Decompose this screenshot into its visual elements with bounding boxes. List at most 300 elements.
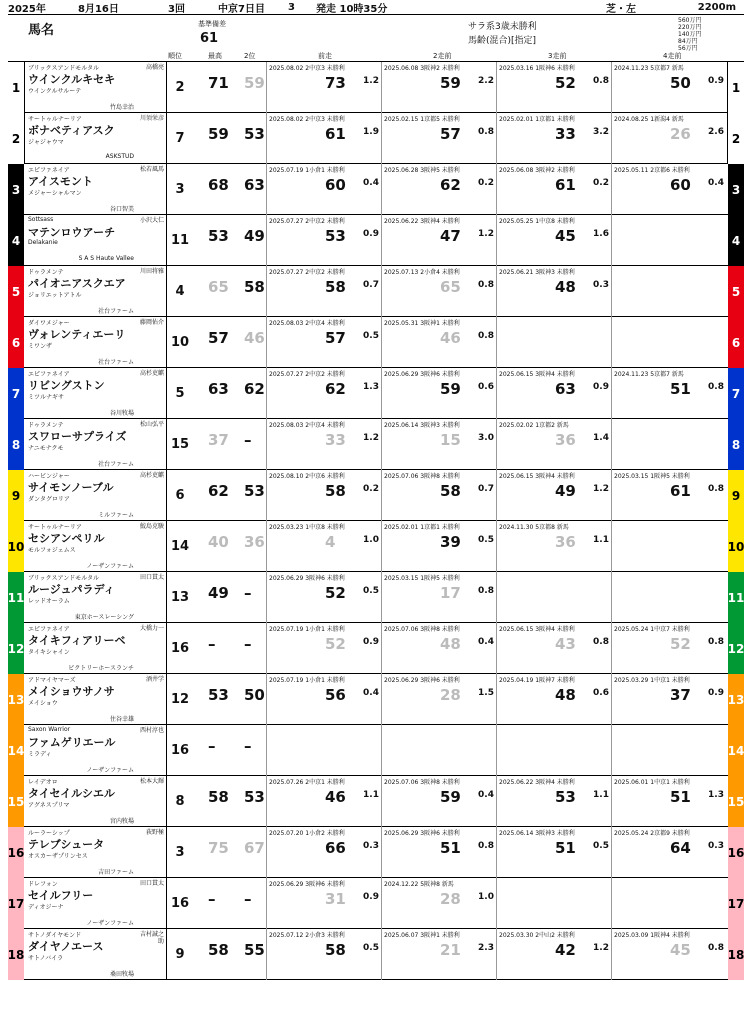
run-date: 2025.02.01 1京都1 未勝利 [499, 116, 575, 123]
run-rating: 48 [555, 686, 576, 704]
kai: 3回 [168, 3, 185, 15]
run-rating: 59 [440, 74, 461, 92]
past-run[interactable] [611, 62, 726, 113]
run-margin: 2.6 [708, 127, 724, 137]
run-date: 2025.06.15 3阪神4 未勝利 [499, 371, 575, 378]
horse-name[interactable]: ダイヤノエース [28, 940, 104, 953]
post-number-right: 10 [728, 521, 744, 572]
jockey-name: 高杉吏麒 [139, 472, 164, 479]
past-run[interactable] [381, 572, 496, 623]
sire-name: エピファネイア [28, 371, 70, 378]
past-run[interactable] [496, 368, 611, 419]
past-run-empty [611, 878, 726, 929]
run-rating: 57 [440, 125, 461, 143]
past-run[interactable] [381, 419, 496, 470]
run-margin: 1.2 [593, 943, 609, 953]
run-date: 2025.07.27 2中京2 未勝利 [269, 269, 345, 276]
dam-name: メイショウ [28, 700, 58, 707]
past-run[interactable] [266, 266, 381, 317]
col-prev: 前走 [318, 52, 332, 60]
past-run[interactable] [266, 521, 381, 572]
horse-row[interactable] [8, 776, 744, 827]
run-rating: 51 [670, 380, 691, 398]
run-margin: 0.5 [478, 535, 494, 545]
run-date: 2025.07.13 2小倉4 未勝利 [384, 269, 460, 276]
run-margin: 0.9 [363, 892, 379, 902]
past-run[interactable] [266, 215, 381, 266]
run-date: 2025.07.19 1小倉1 未勝利 [269, 677, 345, 684]
owner-name: 住谷幸雄 [109, 716, 134, 723]
past-run[interactable] [611, 623, 726, 674]
run-date: 2025.06.21 3阪神3 未勝利 [499, 269, 575, 276]
past-run[interactable] [381, 521, 496, 572]
past-run[interactable] [381, 113, 496, 164]
run-margin: 0.4 [363, 688, 379, 698]
run-date: 2025.05.24 1中京7 未勝利 [614, 626, 690, 633]
sire-name: ブリックスアンドモルタル [28, 575, 99, 582]
past-run[interactable] [381, 827, 496, 878]
horse-name[interactable]: セシアンペリル [28, 532, 105, 545]
horse-row[interactable] [8, 470, 744, 521]
dam-name: ダンタグロリア [28, 496, 70, 503]
run-rating: 39 [440, 533, 461, 551]
horse-name[interactable]: ヴォレンティエーリ [28, 328, 126, 341]
run-rating: 52 [325, 584, 346, 602]
past-runs [266, 419, 726, 470]
past-run[interactable] [266, 572, 381, 623]
prize-item: 140万円 [678, 31, 702, 38]
owner-name: ノーザンファーム [86, 920, 134, 927]
prize-list [678, 17, 701, 52]
past-run[interactable] [266, 113, 381, 164]
post-number-right: 13 [728, 674, 744, 725]
past-run[interactable] [266, 827, 381, 878]
run-rating: 37 [670, 686, 691, 704]
run-rating: 17 [440, 584, 461, 602]
run-margin: 1.1 [593, 790, 609, 800]
past-run[interactable] [611, 776, 726, 827]
run-rating: 51 [440, 839, 461, 857]
past-runs [266, 164, 726, 215]
past-runs [266, 470, 726, 521]
past-run[interactable] [496, 164, 611, 215]
rank-value: 4 [175, 284, 185, 299]
run-rating: 66 [325, 839, 346, 857]
second-rating: 59 [244, 74, 265, 92]
past-run[interactable] [266, 776, 381, 827]
post-number-right: 3 [728, 164, 744, 215]
past-run[interactable] [611, 164, 726, 215]
run-rating: 21 [440, 941, 461, 959]
past-run[interactable] [266, 674, 381, 725]
run-margin: 0.5 [363, 586, 379, 596]
second-rating: 53 [244, 788, 265, 806]
horse-name[interactable]: マテンロウアーチ [28, 226, 116, 239]
rank-value: 9 [175, 947, 185, 962]
run-date: 2025.08.02 2中京3 未勝利 [269, 65, 345, 72]
run-margin: 0.2 [593, 178, 609, 188]
run-date: 2024.11.30 5京都8 新馬 [499, 524, 569, 531]
horse-info [26, 266, 167, 317]
run-margin: 0.4 [363, 178, 379, 188]
run-margin: 1.0 [478, 892, 494, 902]
run-rating: 45 [670, 941, 691, 959]
past-run[interactable] [496, 215, 611, 266]
run-rating: 48 [555, 278, 576, 296]
run-date: 2025.06.29 3阪神6 未勝利 [384, 830, 460, 837]
past-run[interactable] [611, 470, 726, 521]
run-rating: 53 [555, 788, 576, 806]
horse-row[interactable] [8, 419, 744, 470]
owner-name: 社台ファーム [98, 359, 134, 366]
run-rating: 59 [440, 380, 461, 398]
horse-name[interactable]: ファムゲリエール [28, 736, 116, 749]
best-rating: 71 [208, 74, 229, 92]
past-run[interactable] [496, 266, 611, 317]
horse-row[interactable] [8, 827, 744, 878]
past-runs [266, 878, 726, 929]
jockey-name: 田口貫太 [139, 574, 164, 581]
past-run[interactable] [381, 368, 496, 419]
past-runs [266, 776, 726, 827]
past-run[interactable] [266, 317, 381, 368]
past-run[interactable] [266, 878, 381, 929]
post-number-right: 6 [728, 317, 744, 368]
run-rating: 58 [325, 482, 346, 500]
owner-name: 竹島幸治 [109, 104, 134, 111]
past-run[interactable] [266, 62, 381, 113]
horse-row[interactable] [8, 317, 744, 368]
best-rating: 40 [208, 533, 229, 551]
owner-name: 東京ホースレーシング [74, 614, 134, 621]
race-sheet [8, 0, 744, 980]
run-margin: 0.7 [363, 280, 379, 290]
past-run[interactable] [611, 113, 726, 164]
run-rating: 62 [325, 380, 346, 398]
rank-value: 6 [175, 488, 185, 503]
post-number: 6 [8, 317, 24, 368]
past-run[interactable] [266, 470, 381, 521]
past-run[interactable] [381, 317, 496, 368]
post-number: 10 [8, 521, 24, 572]
run-date: 2025.06.29 3阪神6 未勝利 [269, 575, 345, 582]
dam-name: ナニモナクモ [28, 445, 64, 452]
past-run[interactable] [496, 929, 611, 980]
post-number: 15 [8, 776, 24, 827]
second-rating: 50 [244, 686, 265, 704]
horse-row[interactable] [8, 266, 744, 317]
past-run[interactable] [496, 113, 611, 164]
past-run[interactable] [496, 776, 611, 827]
past-run-empty [496, 572, 611, 623]
post-number-right: 17 [728, 878, 744, 929]
past-run[interactable] [381, 776, 496, 827]
col-name: 馬名 [28, 23, 55, 38]
jockey-name: 川田将雅 [139, 268, 164, 275]
jockey-name: 田口貫太 [139, 880, 164, 887]
col-prev4: 4走前 [663, 52, 682, 60]
owner-name: ビクトリーホースランチ [68, 665, 134, 672]
horse-name[interactable]: セイルフリー [28, 889, 94, 902]
horse-row[interactable] [8, 521, 744, 572]
run-date: 2025.03.16 1阪神6 未勝利 [499, 65, 575, 72]
prize-item: 56万円 [678, 45, 698, 52]
race-header [8, 0, 744, 15]
past-run[interactable] [496, 470, 611, 521]
horse-name[interactable]: リビングストン [28, 379, 105, 392]
sire-name: Sottsass [28, 216, 54, 223]
past-run[interactable] [266, 164, 381, 215]
run-date: 2025.06.01 1中京1 未勝利 [614, 779, 690, 786]
horse-name[interactable]: スワローサプライズ [28, 430, 127, 443]
run-rating: 33 [555, 125, 576, 143]
past-run[interactable] [496, 62, 611, 113]
run-margin: 0.8 [593, 637, 609, 647]
horse-info [26, 215, 167, 266]
owner-name: 谷川牧場 [109, 410, 134, 417]
second-rating: 67 [244, 839, 265, 857]
run-rating: 50 [670, 74, 691, 92]
best-rating: – [208, 635, 216, 653]
dam-name: ミツルナギサ [28, 394, 65, 401]
rank-value: 14 [170, 539, 190, 554]
past-run[interactable] [611, 674, 726, 725]
rank-value: 10 [170, 335, 190, 350]
second-rating: – [244, 635, 252, 653]
run-rating: 65 [440, 278, 461, 296]
past-run[interactable] [496, 521, 611, 572]
run-margin: 3.2 [593, 127, 609, 137]
run-margin: 1.2 [363, 433, 379, 443]
horse-info [26, 878, 167, 929]
run-date: 2025.08.03 2中京4 未勝利 [269, 422, 345, 429]
baseline-value: 61 [200, 31, 219, 46]
rank-value: 2 [175, 80, 185, 95]
horse-row[interactable] [8, 62, 744, 113]
run-margin: 3.0 [478, 433, 494, 443]
sire-name: ドゥラメンテ [28, 269, 64, 276]
run-margin: 1.5 [478, 688, 494, 698]
past-run[interactable] [381, 470, 496, 521]
horse-name[interactable]: サイモンノーブル [28, 481, 114, 494]
sire-name: Saxon Warrior [28, 726, 71, 733]
dam-name: ディオジーナ [28, 904, 64, 911]
past-run[interactable] [381, 623, 496, 674]
run-rating: 60 [670, 176, 691, 194]
sire-name: サートゥルナーリア [28, 524, 82, 531]
run-date: 2025.08.02 2中京3 未勝利 [269, 116, 345, 123]
run-date: 2025.03.15 1阪神5 未勝利 [384, 575, 460, 582]
run-margin: 0.8 [708, 943, 724, 953]
run-margin: 0.9 [708, 688, 724, 698]
past-run[interactable] [496, 419, 611, 470]
run-rating: 26 [670, 125, 691, 143]
run-rating: 52 [555, 74, 576, 92]
best-rating: 58 [208, 788, 229, 806]
best-rating: 65 [208, 278, 229, 296]
run-date: 2025.06.14 3阪神3 未勝利 [384, 422, 460, 429]
horse-info [26, 470, 167, 521]
second-rating: – [244, 431, 252, 449]
run-margin: 0.8 [708, 484, 724, 494]
run-rating: 47 [440, 227, 461, 245]
past-run[interactable] [381, 62, 496, 113]
past-run[interactable] [611, 929, 726, 980]
horse-name[interactable]: アイスモント [28, 175, 93, 188]
horse-row[interactable] [8, 368, 744, 419]
owner-name: 宮内牧場 [109, 818, 134, 825]
rank-value: 8 [175, 794, 185, 809]
past-run[interactable] [381, 674, 496, 725]
post-number-right: 9 [728, 470, 744, 521]
post-number-right: 2 [727, 113, 744, 164]
horse-row[interactable] [8, 572, 744, 623]
horse-row[interactable] [8, 878, 744, 929]
past-run[interactable] [611, 827, 726, 878]
horse-name[interactable]: テレブシュータ [28, 838, 105, 851]
jockey-name: 川須栄彦 [139, 115, 164, 122]
run-margin: 0.4 [478, 790, 494, 800]
rank-value: 12 [170, 692, 190, 707]
run-rating: 42 [555, 941, 576, 959]
run-rating: 61 [670, 482, 691, 500]
run-date: 2024.11.23 5京都7 新馬 [614, 65, 684, 72]
run-date: 2025.07.20 1小倉2 未勝利 [269, 830, 345, 837]
post-number: 18 [8, 929, 24, 980]
horse-row[interactable] [8, 623, 744, 674]
horse-row[interactable] [8, 725, 744, 776]
run-margin: 0.8 [478, 586, 494, 596]
run-date: 2025.08.10 2中京6 未勝利 [269, 473, 345, 480]
jockey-name: 小沢大仁 [139, 217, 164, 224]
post-number: 11 [8, 572, 24, 623]
second-rating: 53 [244, 125, 265, 143]
past-run[interactable] [266, 419, 381, 470]
past-run[interactable] [611, 368, 726, 419]
horse-name[interactable]: タイセイルシエル [28, 787, 115, 800]
past-runs [266, 674, 726, 725]
horse-name[interactable]: ウインクルキセキ [28, 73, 116, 86]
col-second: 2位 [244, 52, 256, 60]
post-number-right: 4 [728, 215, 744, 266]
dam-name: ウインクルサルーテ [28, 88, 82, 95]
run-margin: 1.6 [593, 229, 609, 239]
past-run[interactable] [496, 827, 611, 878]
horse-info [26, 164, 167, 215]
run-rating: 62 [440, 176, 461, 194]
run-margin: 1.9 [363, 127, 379, 137]
horse-row[interactable] [8, 929, 744, 980]
past-run-empty [496, 878, 611, 929]
rank-value: 3 [175, 845, 185, 860]
horse-info [26, 62, 167, 113]
post-number: 13 [8, 674, 24, 725]
post-number: 12 [8, 623, 24, 674]
run-margin: 1.2 [478, 229, 494, 239]
dam-name: ミワンザ [28, 343, 53, 350]
best-rating: 58 [208, 941, 229, 959]
race-number: 3 [288, 1, 295, 13]
run-rating: 63 [555, 380, 576, 398]
jockey-name: 鮫島克駿 [139, 523, 164, 530]
horse-info [26, 827, 167, 878]
run-rating: 57 [325, 329, 346, 347]
horse-name[interactable]: タイキフィアリーベ [28, 634, 126, 647]
run-margin: 1.3 [363, 382, 379, 392]
past-run[interactable] [266, 929, 381, 980]
run-margin: 0.6 [478, 382, 494, 392]
post-number: 17 [8, 878, 24, 929]
owner-name: S A S Haute Vallee [78, 255, 134, 262]
past-run-empty [611, 266, 726, 317]
run-rating: 64 [670, 839, 691, 857]
dam-name: メジャーシャルマン [28, 190, 82, 197]
run-margin: 0.9 [363, 637, 379, 647]
run-margin: 0.2 [478, 178, 494, 188]
horse-name[interactable]: メイショウサノサ [28, 685, 115, 698]
sire-name: サートゥルナーリア [28, 116, 82, 123]
run-margin: 0.2 [363, 484, 379, 494]
horse-row[interactable] [8, 674, 744, 725]
best-rating: 62 [208, 482, 229, 500]
run-date: 2025.05.24 2京都9 未勝利 [614, 830, 690, 837]
run-rating: 61 [325, 125, 346, 143]
post-number: 14 [8, 725, 24, 776]
run-date: 2025.05.31 3阪神1 未勝利 [384, 320, 460, 327]
horse-name[interactable]: ルージュパラディ [28, 583, 115, 596]
run-margin: 0.8 [478, 280, 494, 290]
second-rating: 55 [244, 941, 265, 959]
past-run[interactable] [381, 215, 496, 266]
run-date: 2025.07.27 2中京2 未勝利 [269, 371, 345, 378]
second-rating: – [244, 737, 252, 755]
best-rating: 68 [208, 176, 229, 194]
horse-row[interactable] [8, 215, 744, 266]
past-run-empty [496, 725, 611, 776]
col-best: 最高 [208, 52, 222, 60]
run-rating: 28 [440, 686, 461, 704]
past-run[interactable] [496, 623, 611, 674]
prize-item: 84万円 [678, 38, 698, 45]
horse-name[interactable]: ボナベティアスク [28, 124, 115, 137]
run-date: 2025.06.28 3阪神5 未勝利 [384, 167, 460, 174]
dam-name: タイキシャイン [28, 649, 70, 656]
horse-info [26, 929, 167, 980]
run-date: 2025.07.06 3阪神8 未勝利 [384, 473, 460, 480]
post-number: 3 [8, 164, 24, 215]
horse-name[interactable]: パイオニアスクエア [28, 277, 126, 290]
best-rating: – [208, 890, 216, 908]
horse-row[interactable] [8, 113, 744, 164]
run-date: 2025.06.08 3阪神2 未勝利 [499, 167, 575, 174]
post-number: 8 [8, 419, 24, 470]
past-run-empty [611, 521, 726, 572]
horse-row[interactable] [8, 164, 744, 215]
past-run[interactable] [381, 164, 496, 215]
run-date: 2025.03.09 1阪神4 未勝利 [614, 932, 690, 939]
past-run[interactable] [266, 368, 381, 419]
past-runs [266, 62, 726, 113]
past-run[interactable] [381, 929, 496, 980]
prize-item: 220万円 [678, 24, 702, 31]
past-run[interactable] [381, 878, 496, 929]
run-margin: 1.0 [363, 535, 379, 545]
past-run[interactable] [496, 674, 611, 725]
past-run[interactable] [266, 623, 381, 674]
past-run[interactable] [381, 266, 496, 317]
run-date: 2025.07.19 1小倉1 未勝利 [269, 626, 345, 633]
run-margin: 1.3 [708, 790, 724, 800]
